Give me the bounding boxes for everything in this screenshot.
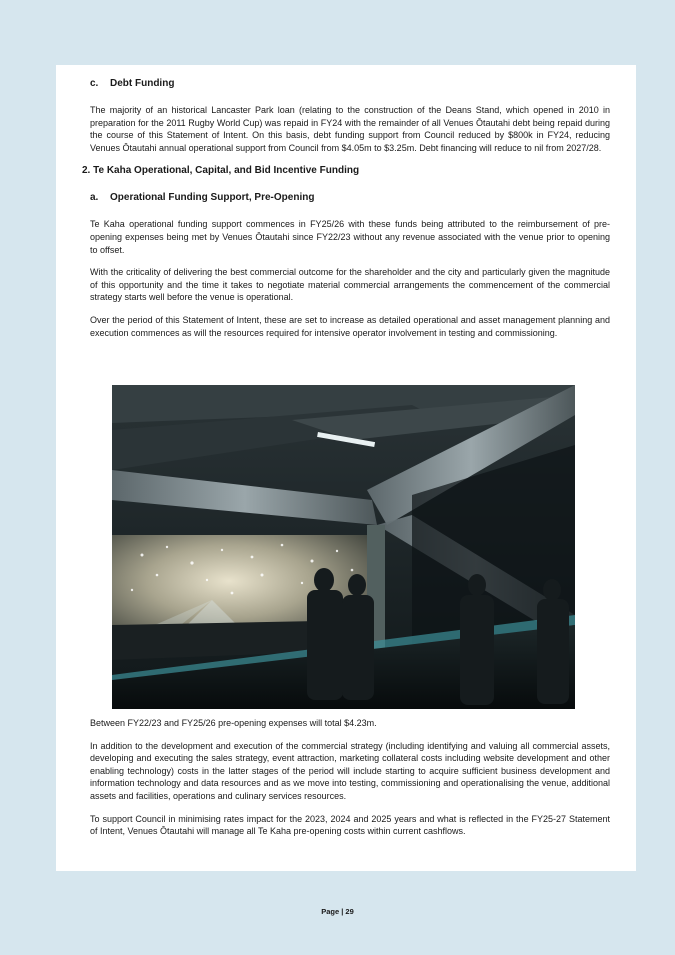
page-number: Page | 29 (321, 907, 354, 916)
te-kaha-section-heading: 2. Te Kaha Operational, Capital, and Bid Incentive Funding (82, 165, 360, 177)
debt-funding-title: Debt Funding (110, 78, 175, 89)
debt-funding-marker: c. (90, 78, 99, 89)
pre-opening-paragraph-5: In addition to the development and execution of the commercial strategy (including identifying and valuing all commercial assets, developing and executing the sales strategy, event attraction, marketing collateral costs including website development and other enabling technology) costs in the latter stages of the period will include starting to acquire sufficient business development and information technology and data resources and as we move into testing, commissioning and operationalising the venue, additional assets and facilities, operations and culinary services resources. (90, 740, 610, 801)
pre-opening-title: Operational Funding Support, Pre-Opening (110, 192, 315, 204)
pre-opening-paragraph-4: Between FY22/23 and FY25/26 pre-opening expenses will total $4.23m. (90, 718, 377, 728)
stadium-concourse-image (112, 385, 575, 709)
pre-opening-paragraph-2: With the criticality of delivering the best commercial outcome for the shareholder and the city and particularly given the magnitude of this opportunity and the time it takes to negotiate material commercial arrangements the commencement of the commercial strategy starts well before the venue is operational. (90, 267, 610, 303)
pre-opening-marker: a. (90, 192, 99, 204)
debt-funding-heading (90, 77, 610, 91)
pre-opening-heading (90, 191, 610, 205)
page-content (82, 77, 610, 339)
pre-opening-paragraph-3: Over the period of this Statement of Intent, these are set to increase as detailed operational and asset management planning and execution commences as will the resources required for intensive operator involvement in testing and commissioning. (90, 314, 610, 338)
document-page (56, 65, 636, 871)
pre-opening-paragraph-1: Te Kaha operational funding support commences in FY25/26 with these funds being attributed to the reimbursement of pre-opening expenses being met by Venues Ōtautahi since FY22/23 without any revenue associated with the venue prior to opening to offset. (90, 219, 610, 255)
pre-opening-paragraph-6: To support Council in minimising rates impact for the 2023, 2024 and 2025 years and what is reflected in the FY25-27 Statement of Intent, Venues Ōtautahi will manage all Te Kaha pre-opening costs within current cashflows. (90, 813, 610, 837)
page-content-lower (90, 717, 610, 838)
debt-funding-paragraph: The majority of an historical Lancaster Park loan (relating to the construction of the Deans Stand, which opened in 2010 in preparation for the 2011 Rugby World Cup) was repaid in FY24 with the remainder of all Venues Ōtautahi debt being repaid during the course of this Statement of Intent. On this basis, debt funding support from Council reduced by $800k in FY24, reducing Venues Ōtautahi annual operational support from Council from $4.05m to $3.25m. Debt financing will reduce to nil from 2027/28. (90, 105, 610, 153)
